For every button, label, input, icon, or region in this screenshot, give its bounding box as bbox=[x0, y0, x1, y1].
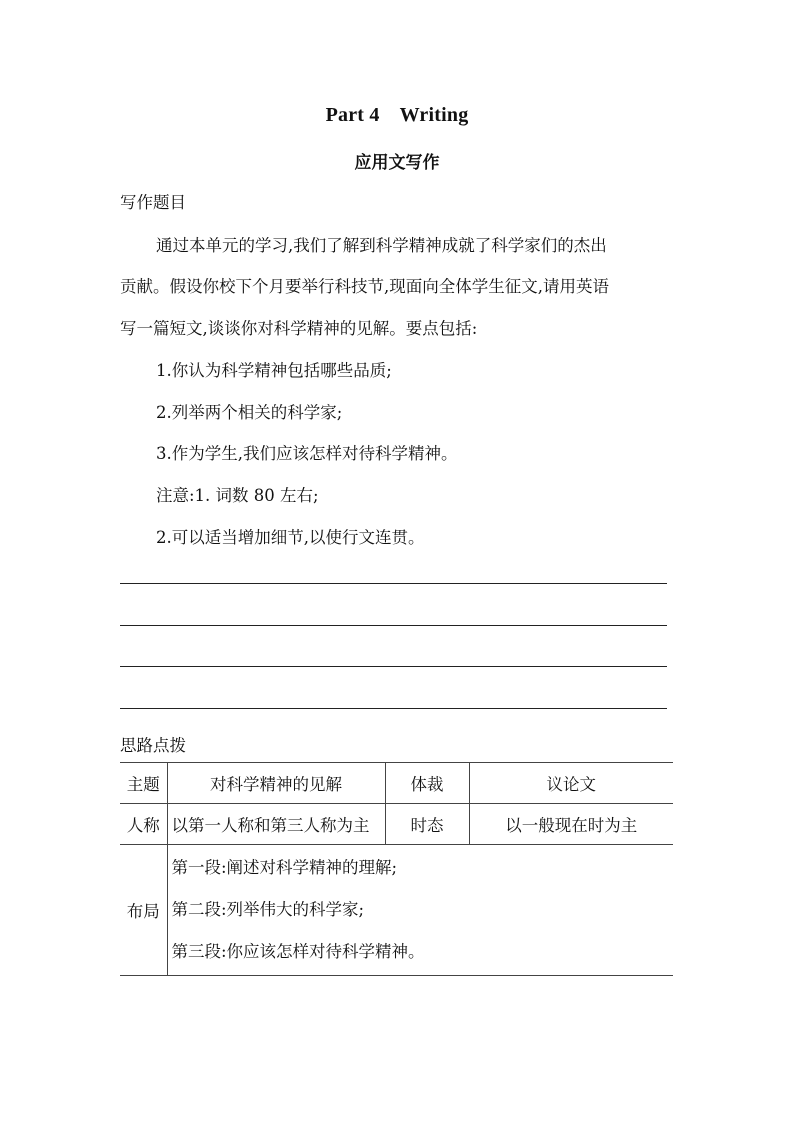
prompt-line-2: 贡献。假设你校下个月要举行科技节,现面向全体学生征文,请用英语 bbox=[120, 277, 609, 296]
tense-label: 时态 bbox=[385, 804, 469, 845]
table-row bbox=[120, 845, 673, 976]
point-1: 1.你认为科学精神包括哪些品质; bbox=[156, 361, 392, 380]
writing-guide-table bbox=[120, 762, 673, 976]
part-title bbox=[0, 104, 794, 127]
layout-value bbox=[167, 845, 673, 976]
task-heading: 写作题目 bbox=[120, 193, 186, 212]
guide-heading: 思路点拨 bbox=[120, 736, 186, 755]
answer-line[interactable] bbox=[120, 625, 667, 626]
genre-value: 议论文 bbox=[469, 763, 673, 804]
part-number: Part 4 bbox=[325, 104, 380, 126]
layout-paragraph-2: 第二段:列举伟大的科学家; bbox=[171, 900, 365, 919]
section-subtitle: 应用文写作 bbox=[354, 153, 440, 173]
answer-line[interactable] bbox=[120, 708, 667, 709]
layout-label: 布局 bbox=[120, 845, 167, 976]
tense-value: 以一般现在时为主 bbox=[469, 804, 673, 845]
table-row bbox=[120, 804, 673, 845]
answer-line[interactable] bbox=[120, 666, 667, 667]
prompt-line-3: 写一篇短文,谈谈你对科学精神的见解。要点包括: bbox=[120, 319, 478, 338]
layout-paragraph-1: 第一段:阐述对科学精神的理解; bbox=[171, 858, 398, 877]
topic-label: 主题 bbox=[120, 763, 167, 804]
answer-line[interactable] bbox=[120, 583, 667, 584]
person-label: 人称 bbox=[120, 804, 167, 845]
point-2: 2.列举两个相关的科学家; bbox=[156, 403, 343, 422]
prompt-line-1: 通过本单元的学习,我们了解到科学精神成就了科学家们的杰出 bbox=[156, 236, 607, 255]
part-name: Writing bbox=[399, 104, 469, 126]
layout-paragraph-3: 第三段:你应该怎样对待科学精神。 bbox=[171, 942, 425, 961]
point-3: 3.作为学生,我们应该怎样对待科学精神。 bbox=[156, 444, 458, 463]
person-value: 以第一人称和第三人称为主 bbox=[167, 804, 385, 845]
note-2: 2.可以适当增加细节,以使行文连贯。 bbox=[156, 528, 425, 547]
table-row bbox=[120, 763, 673, 804]
topic-value: 对科学精神的见解 bbox=[167, 763, 385, 804]
genre-label: 体裁 bbox=[385, 763, 469, 804]
note-1: 注意:1. 词数 80 左右; bbox=[156, 486, 319, 505]
